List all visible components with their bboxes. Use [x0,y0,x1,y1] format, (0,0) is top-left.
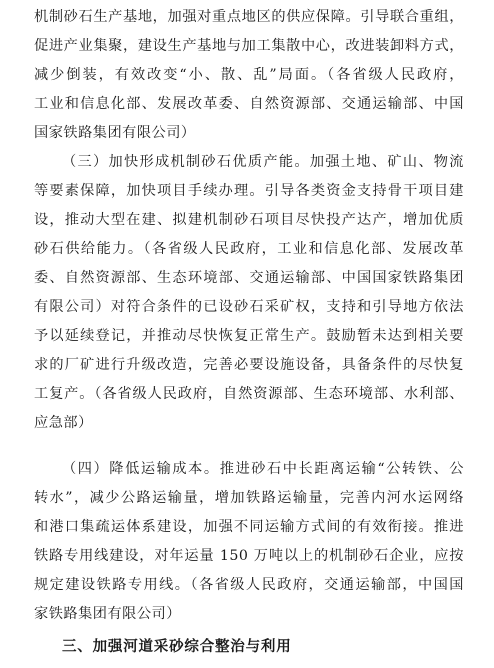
text-line: 砂石供给能力。（各省级人民政府，工业和信息化部、发展改革 [34,241,464,257]
text-line: 减少倒装，有效改变“小、散、乱”局面。（各省级人民政府， [34,67,464,83]
text-line: 规定建设铁路专用线。（各省级人民政府，交通运输部，中国国 [34,577,464,593]
section-heading: 三、加强河道采砂综合整治与利用 [62,639,292,655]
text-line: 铁路专用线建设，对年运量 150 万吨以上的机制砂石企业，应按 [34,548,464,564]
text-line: 等要素保障，加快项目手续办理。引导各类资金支持骨干项目建 [34,183,464,199]
text-line: 予以延续登记，并推动尽快恢复正常生产。鼓励暂未达到相关要 [34,328,464,344]
text-line: 工复产。（各省级人民政府，自然资源部、生态环境部、水利部、 [34,386,464,402]
text-line: 设，推动大型在建、拟建机制砂石项目尽快投产达产，增加优质 [34,212,464,228]
text-line: 促进产业集聚，建设生产基地与加工集散中心，改进装卸料方式， [34,38,464,54]
text-line: （三）加快形成机制砂石优质产能。加强土地、矿山、物流 [62,154,464,170]
text-line: 应急部） [34,415,93,431]
text-line: 工业和信息化部、发展改革委、自然资源部、交通运输部、中国 [34,96,464,112]
text-line: （四）降低运输成本。推进砂石中长距离运输“公转铁、公 [62,461,464,477]
text-line: 有限公司）对符合条件的已设砂石采矿权，支持和引导地方依法 [34,299,464,315]
text-line: 委、自然资源部、生态环境部、交通运输部、中国国家铁路集团 [34,270,464,286]
text-line: 转水”，减少公路运输量，增加铁路运输量，完善内河水运网络 [34,490,464,506]
text-line: 家铁路集团有限公司） [34,606,181,622]
text-line: 求的厂矿进行升级改造，完善必要设施设备，具备条件的尽快复 [34,357,464,373]
text-line: 机制砂石生产基地，加强对重点地区的供应保障。引导联合重组， [34,9,464,25]
text-line: 和港口集疏运体系建设，加强不同运输方式间的有效衔接。推进 [34,519,464,535]
text-line: 国家铁路集团有限公司） [34,125,196,141]
